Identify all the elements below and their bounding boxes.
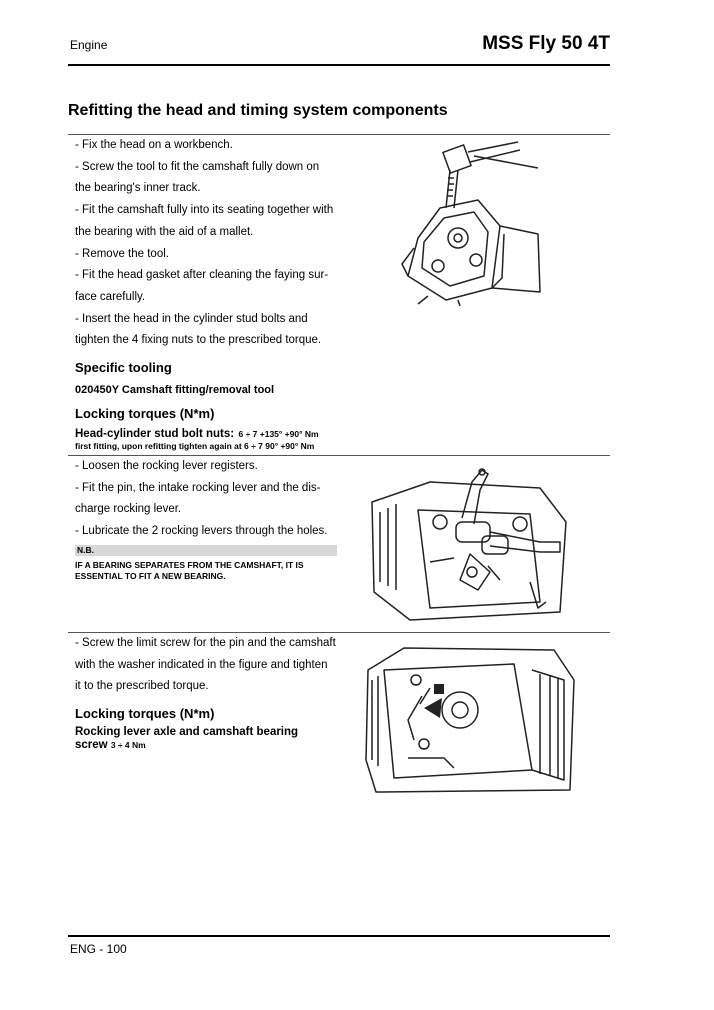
- step2-line: - Lubricate the 2 rocking levers through the holes.: [75, 525, 328, 538]
- torque-label-line: Rocking lever axle and camshaft bearing: [75, 726, 299, 738]
- tooling-item: 020450Y Camshaft fitting/removal tool: [75, 384, 275, 396]
- step1-line: - Remove the tool.: [75, 247, 169, 260]
- step2-line: - Loosen the rocking lever registers.: [75, 460, 258, 472]
- page-title: Refitting the head and timing system components: [68, 102, 448, 119]
- torque-label: Head-cylinder stud bolt nuts:: [75, 428, 235, 440]
- torque-spec-1: [75, 427, 337, 452]
- step3-line: with the washer indicated in the figure and tighten: [75, 658, 328, 671]
- step1-line: - Insert the head in the cylinder stud bolts and: [75, 312, 308, 325]
- nb-warning-line: IF A BEARING SEPARATES FROM THE CAMSHAFT, IT IS: [75, 560, 304, 570]
- step1-line: tighten the 4 fixing nuts to the prescribed torque.: [75, 334, 322, 347]
- torque-label-line: screw: [75, 739, 108, 751]
- footer-rule: [68, 935, 610, 937]
- header-section: Engine: [70, 38, 108, 52]
- torque-value: 3 ÷ 4 Nm: [110, 740, 146, 750]
- step2-line: - Fit the pin, the intake rocking lever and the dis-: [75, 481, 321, 494]
- step1-line: - Fix the head on a workbench.: [75, 139, 233, 151]
- step1-line: - Fit the head gasket after cleaning the faying sur-: [75, 269, 329, 282]
- limit-screw-figure: [364, 640, 578, 796]
- rocking-lever-figure: [370, 462, 570, 624]
- torque-note: first fitting, upon refitting tighten again at 6 ÷ 7 90° +90° Nm: [75, 441, 315, 451]
- camshaft-tool-figure: [388, 138, 558, 306]
- nb-warning-line: ESSENTIAL TO FIT A NEW BEARING.: [75, 570, 226, 581]
- step2-line: charge rocking lever.: [75, 503, 182, 516]
- step3-text: [75, 633, 340, 698]
- step2-text: [75, 456, 340, 543]
- step1-line: the bearing with the aid of a mallet.: [75, 225, 254, 238]
- header-model: MSS Fly 50 4T: [482, 33, 610, 54]
- tooling-heading: Specific tooling: [75, 360, 172, 375]
- step3-line: it to the prescribed torque.: [75, 680, 209, 693]
- torque-heading-1: Locking torques (N*m): [75, 406, 215, 421]
- header-rule: [68, 64, 610, 66]
- step3-line: - Screw the limit screw for the pin and the camshaft: [75, 637, 336, 649]
- step1-line: the bearing's inner track.: [75, 182, 201, 195]
- page-number: ENG - 100: [70, 942, 127, 956]
- torque-value: 6 ÷ 7 +135° +90° Nm: [238, 429, 319, 439]
- step1-text: [75, 135, 340, 352]
- arrow-icon: [424, 698, 442, 718]
- torque-heading-2: Locking torques (N*m): [75, 706, 215, 721]
- nb-label: N.B.: [75, 545, 337, 556]
- step1-line: - Screw the tool to fit the camshaft fully down on: [75, 160, 320, 173]
- step1-line: face carefully.: [75, 290, 146, 303]
- step1-line: - Fit the camshaft fully into its seating together with: [75, 204, 334, 217]
- torque-spec-2: [75, 726, 337, 752]
- nb-warning: [75, 560, 340, 581]
